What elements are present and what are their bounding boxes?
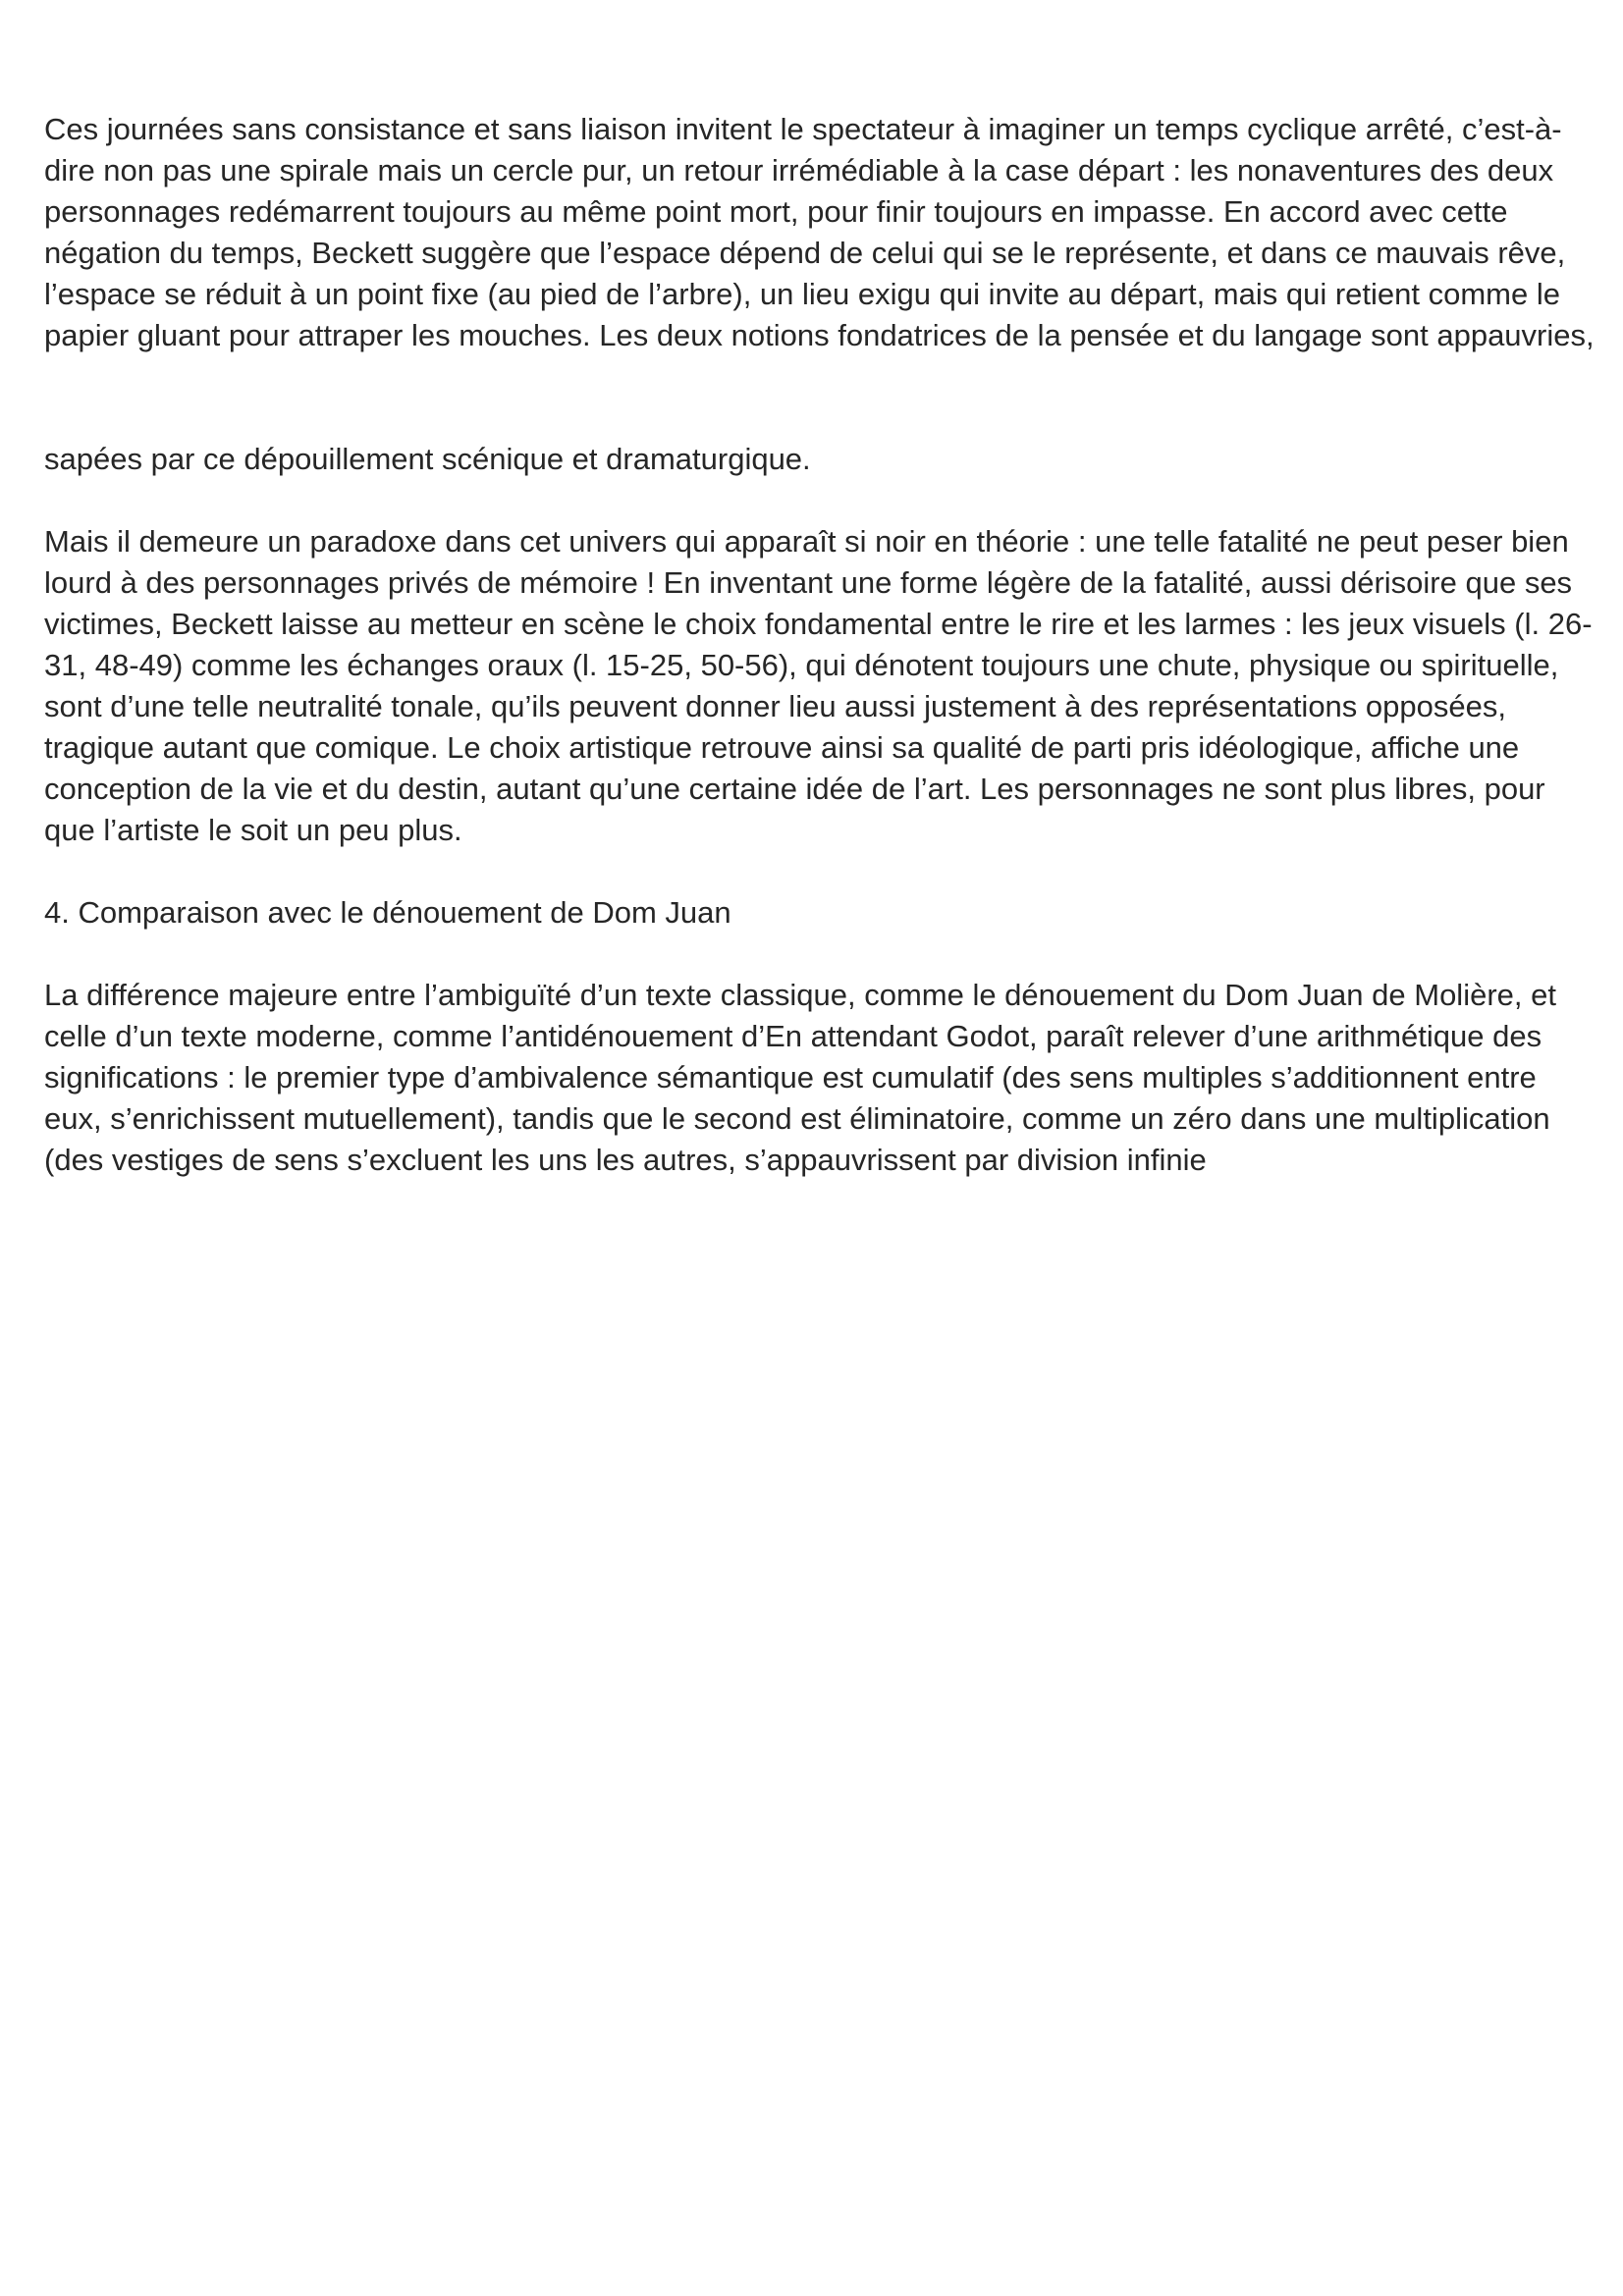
paragraph-dom-juan: La différence majeure entre l’ambiguïté d’un texte classique, comme le dénouement du Dom Juan de Molière, et celle d’un texte moderne, comme l’antidénouement d’En attendant Godot, paraît relever d’une arithmétique des significations : le premier type d’ambivalence sémantique est cumulatif (des sens multiples s’additionnent entre eux, s’enrichissent mutuellement), tandis que le second est éliminatoire, comme un zéro dans une multiplication (des vestiges de sens s’excluent les uns les autres, s’appauvrissent par division infinie: [44, 978, 1556, 1177]
section-heading-comparison: 4. Comparaison avec le dénouement de Dom Juan: [44, 895, 731, 930]
paragraph-continuation: sapées par ce dépouillement scénique et dramaturgique.: [44, 442, 811, 476]
paragraph-paradox: Mais il demeure un paradoxe dans cet univers qui apparaît si noir en théorie : une telle fatalité ne peut peser bien lourd à des personnages privés de mémoire ! En inventant une forme légère de la fatalité, aussi dérisoire que ses victimes, Beckett laisse au metteur en scène le choix fondamental entre le rire et les larmes : les jeux visuels (l. 26-31, 48-49) comme les échanges oraux (l. 15-25, 50-56), qui dénotent toujours une chute, physique ou spirituelle, sont d’une telle neutralité tonale, qu’ils peuvent donner lieu aussi justement à des représentations opposées, tragique autant que comique. Le choix artistique retrouve ainsi sa qualité de parti pris idéologique, affiche une conception de la vie et du destin, autant qu’une certaine idée de l’art. Les personnages ne sont plus libres, pour que l’artiste le soit un peu plus.: [44, 524, 1593, 847]
document-body: [44, 109, 1596, 1181]
paragraph-time-space: Ces journées sans consistance et sans liaison invitent le spectateur à imaginer un temps cyclique arrêté, c’est-à-dire non pas une spirale mais un cercle pur, un retour irrémédiable à la case départ : les nonaventures des deux personnages redémarrent toujours au même point mort, pour finir toujours en impasse. En accord avec cette négation du temps, Beckett suggère que l’espace dépend de celui qui se le représente, et dans ce mauvais rêve, l’espace se réduit à un point fixe (au pied de l’arbre), un lieu exigu qui invite au départ, mais qui retient comme le papier gluant pour attraper les mouches. Les deux notions fondatrices de la pensée et du langage sont appauvries,: [44, 112, 1595, 352]
